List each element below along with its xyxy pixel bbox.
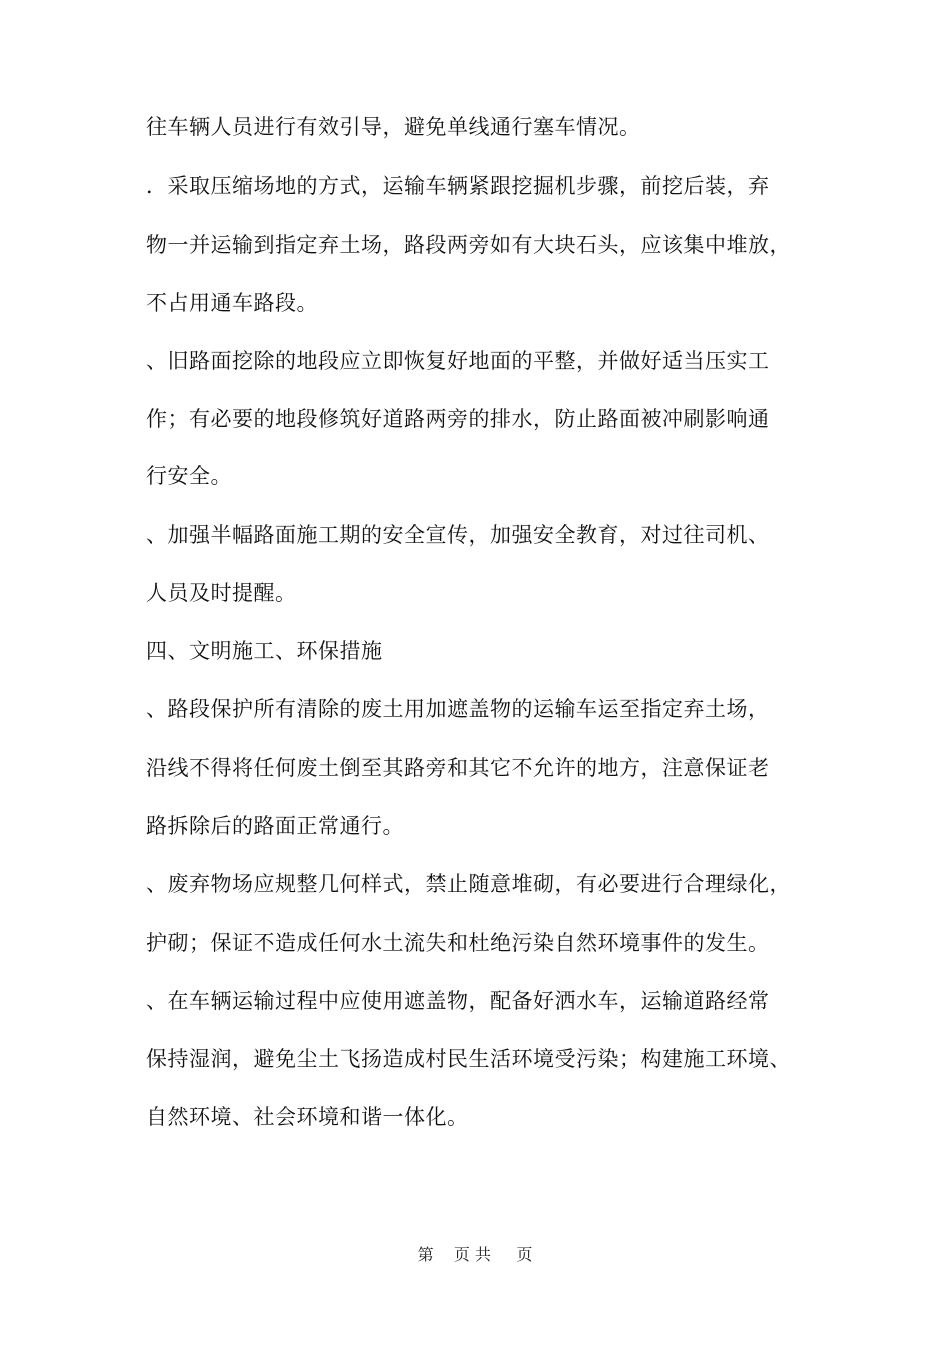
- text-line: 人员及时提醒。: [146, 581, 297, 605]
- text-line: 保持湿润，避免尘土飞扬造成村民生活环境受污染；构建施工环境、: [146, 1047, 791, 1071]
- text-line: 路拆除后的路面正常通行。: [146, 814, 404, 838]
- text-line: 护砌；保证不造成任何水土流失和杜绝污染自然环境事件的发生。: [146, 931, 770, 955]
- text-line: 、在车辆运输过程中应使用遮盖物，配备好洒水车，运输道路经常: [146, 989, 770, 1013]
- text-line: 、加强半幅路面施工期的安全宣传，加强安全教育，对过往司机、: [146, 523, 770, 547]
- text-line: 、旧路面挖除的地段应立即恢复好地面的平整，并做好适当压实工: [146, 349, 770, 373]
- text-line: 、路段保护所有清除的废土用加遮盖物的运输车运至指定弃土场，: [146, 697, 770, 721]
- text-line: 自然环境、社会环境和谐一体化。: [146, 1105, 469, 1129]
- text-line: 作；有必要的地段修筑好道路两旁的排水，防止路面被冲刷影响通: [146, 407, 770, 431]
- text-line: 、废弃物场应规整几何样式，禁止随意堆砌，有必要进行合理绿化，: [146, 872, 791, 896]
- text-line: 行安全。: [146, 464, 232, 488]
- text-line: 沿线不得将任何废土倒至其路旁和其它不允许的地方，注意保证老: [146, 756, 770, 780]
- text-line: 不占用通车路段。: [146, 291, 318, 315]
- section-heading: 四、文明施工、环保措施: [146, 639, 383, 663]
- text-line: 往车辆人员进行有效引导，避免单线通行塞车情况。: [146, 115, 641, 139]
- page-footer: 第 页 共 页: [417, 1245, 533, 1264]
- text-line: ．采取压缩场地的方式，运输车辆紧跟挖掘机步骤，前挖后装，弃: [146, 174, 770, 198]
- text-line: 物一并运输到指定弃土场，路段两旁如有大块石头，应该集中堆放，: [146, 233, 791, 257]
